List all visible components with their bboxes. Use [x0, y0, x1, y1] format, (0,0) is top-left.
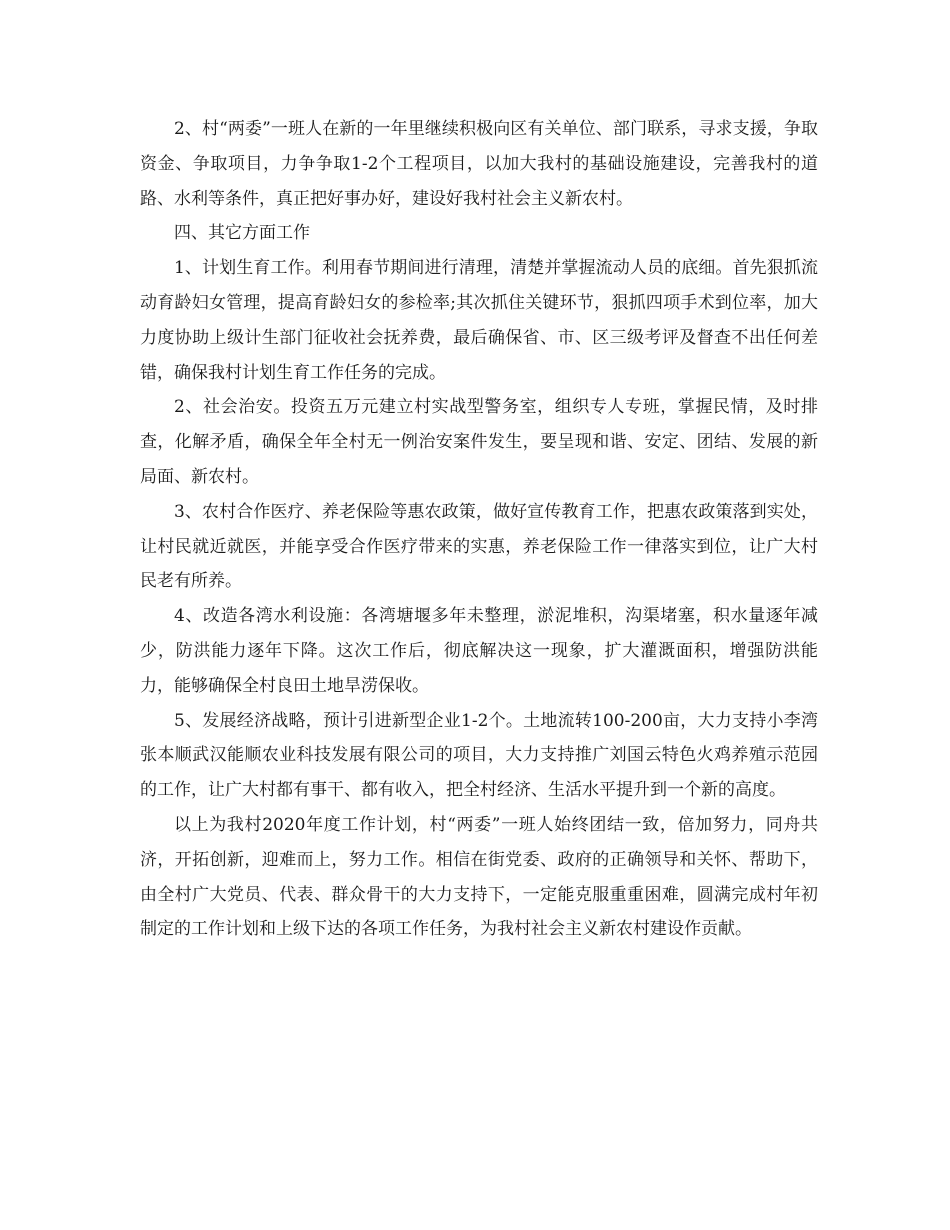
paragraph-infrastructure: 2、村“两委”一班人在新的一年里继续积极向区有关单位、部门联系，寻求支援，争取资金、争取项目，力争争取1-2个工程项目，以加大我村的基础设施建设，完善我村的道路、水利等条件，真正把好事办好，建设好我村社会主义新农村。 [140, 119, 818, 209]
paragraph-public-security: 2、社会治安。投资五万元建立村实战型警务室，组织专人专班，掌握民情，及时排查，化解矛盾，确保全年全村无一例治安案件发生，要呈现和谐、安定、团结、发展的新局面、新农村。 [140, 397, 818, 487]
paragraph-water-conservancy: 4、改造各湾水利设施：各湾塘堰多年未整理，淤泥堆积，沟渠堵塞，积水量逐年减少，防洪能力逐年下降。这次工作后，彻底解决这一现象，扩大灌溉面积，增强防洪能力，能够确保全村良田土地旱涝保收。 [140, 606, 818, 696]
paragraph-medical-pension: 3、农村合作医疗、养老保险等惠农政策，做好宣传教育工作，把惠农政策落到实处，让村民就近就医，并能享受合作医疗带来的实惠，养老保险工作一律落实到位，让广大村民老有所养。 [140, 501, 818, 592]
paragraph-economic-strategy: 5、发展经济战略，预计引进新型企业1-2个。土地流转100-200亩，大力支持小李湾张本顺武汉能顺农业科技发展有限公司的项目，大力支持推广刘国云特色火鸡养殖示范园的工作，让广大村都有事干、都有收入，把全村经济、生活水平提升到一个新的高度。 [140, 710, 818, 801]
paragraph-conclusion: 以上为我村2020年度工作计划，村“两委”一班人始终团结一致，倍加努力，同舟共济，开拓创新，迎难而上，努力工作。相信在街党委、政府的正确领导和关怀、帮助下，由全村广大党员、代表、群众骨干的大力支持下，一定能克服重重困难，圆满完成村年初制定的工作计划和上级下达的各项工作任务，为我村社会主义新农村建设作贡献。 [140, 814, 818, 940]
document-body [140, 112, 818, 947]
section-heading-other-work: 四、其它方面工作 [174, 223, 310, 244]
paragraph-family-planning: 1、计划生育工作。利用春节期间进行清理，清楚并掌握流动人员的底细。首先狠抓流动育龄妇女管理，提高育龄妇女的参检率;其次抓住关键环节，狠抓四项手术到位率，加大力度协助上级计生部门征收社会抚养费，最后确保省、市、区三级考评及督查不出任何差错，确保我村计划生育工作任务的完成。 [140, 258, 818, 383]
